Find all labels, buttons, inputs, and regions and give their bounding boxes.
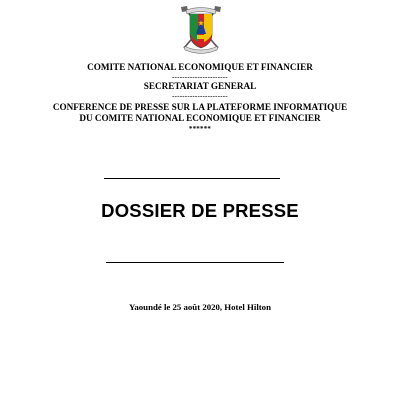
top-rule — [104, 178, 280, 179]
secretariat-heading: SECRETARIAT GENERAL — [143, 81, 257, 91]
separator-dashes-1: ---------------------- — [172, 73, 228, 81]
separator-stars: ****** — [188, 125, 212, 133]
organization-name: COMITE NATIONAL ECONOMIQUE ET FINANCIER — [87, 62, 313, 72]
bottom-rule — [106, 262, 284, 263]
document-title: DOSSIER DE PRESSE — [101, 200, 299, 221]
coat-of-arms-emblem — [178, 4, 224, 54]
dateline: Yaoundé le 25 août 2020, Hotel Hilton — [129, 302, 271, 312]
separator-dashes-2: ---------------------- — [172, 92, 228, 100]
conference-title-line-1: CONFERENCE DE PRESSE SUR LA PLATEFORME INFORMATIQUE — [52, 102, 348, 112]
conference-title-line-2: DU COMITE NATIONAL ECONOMIQUE ET FINANCIER — [79, 113, 321, 123]
